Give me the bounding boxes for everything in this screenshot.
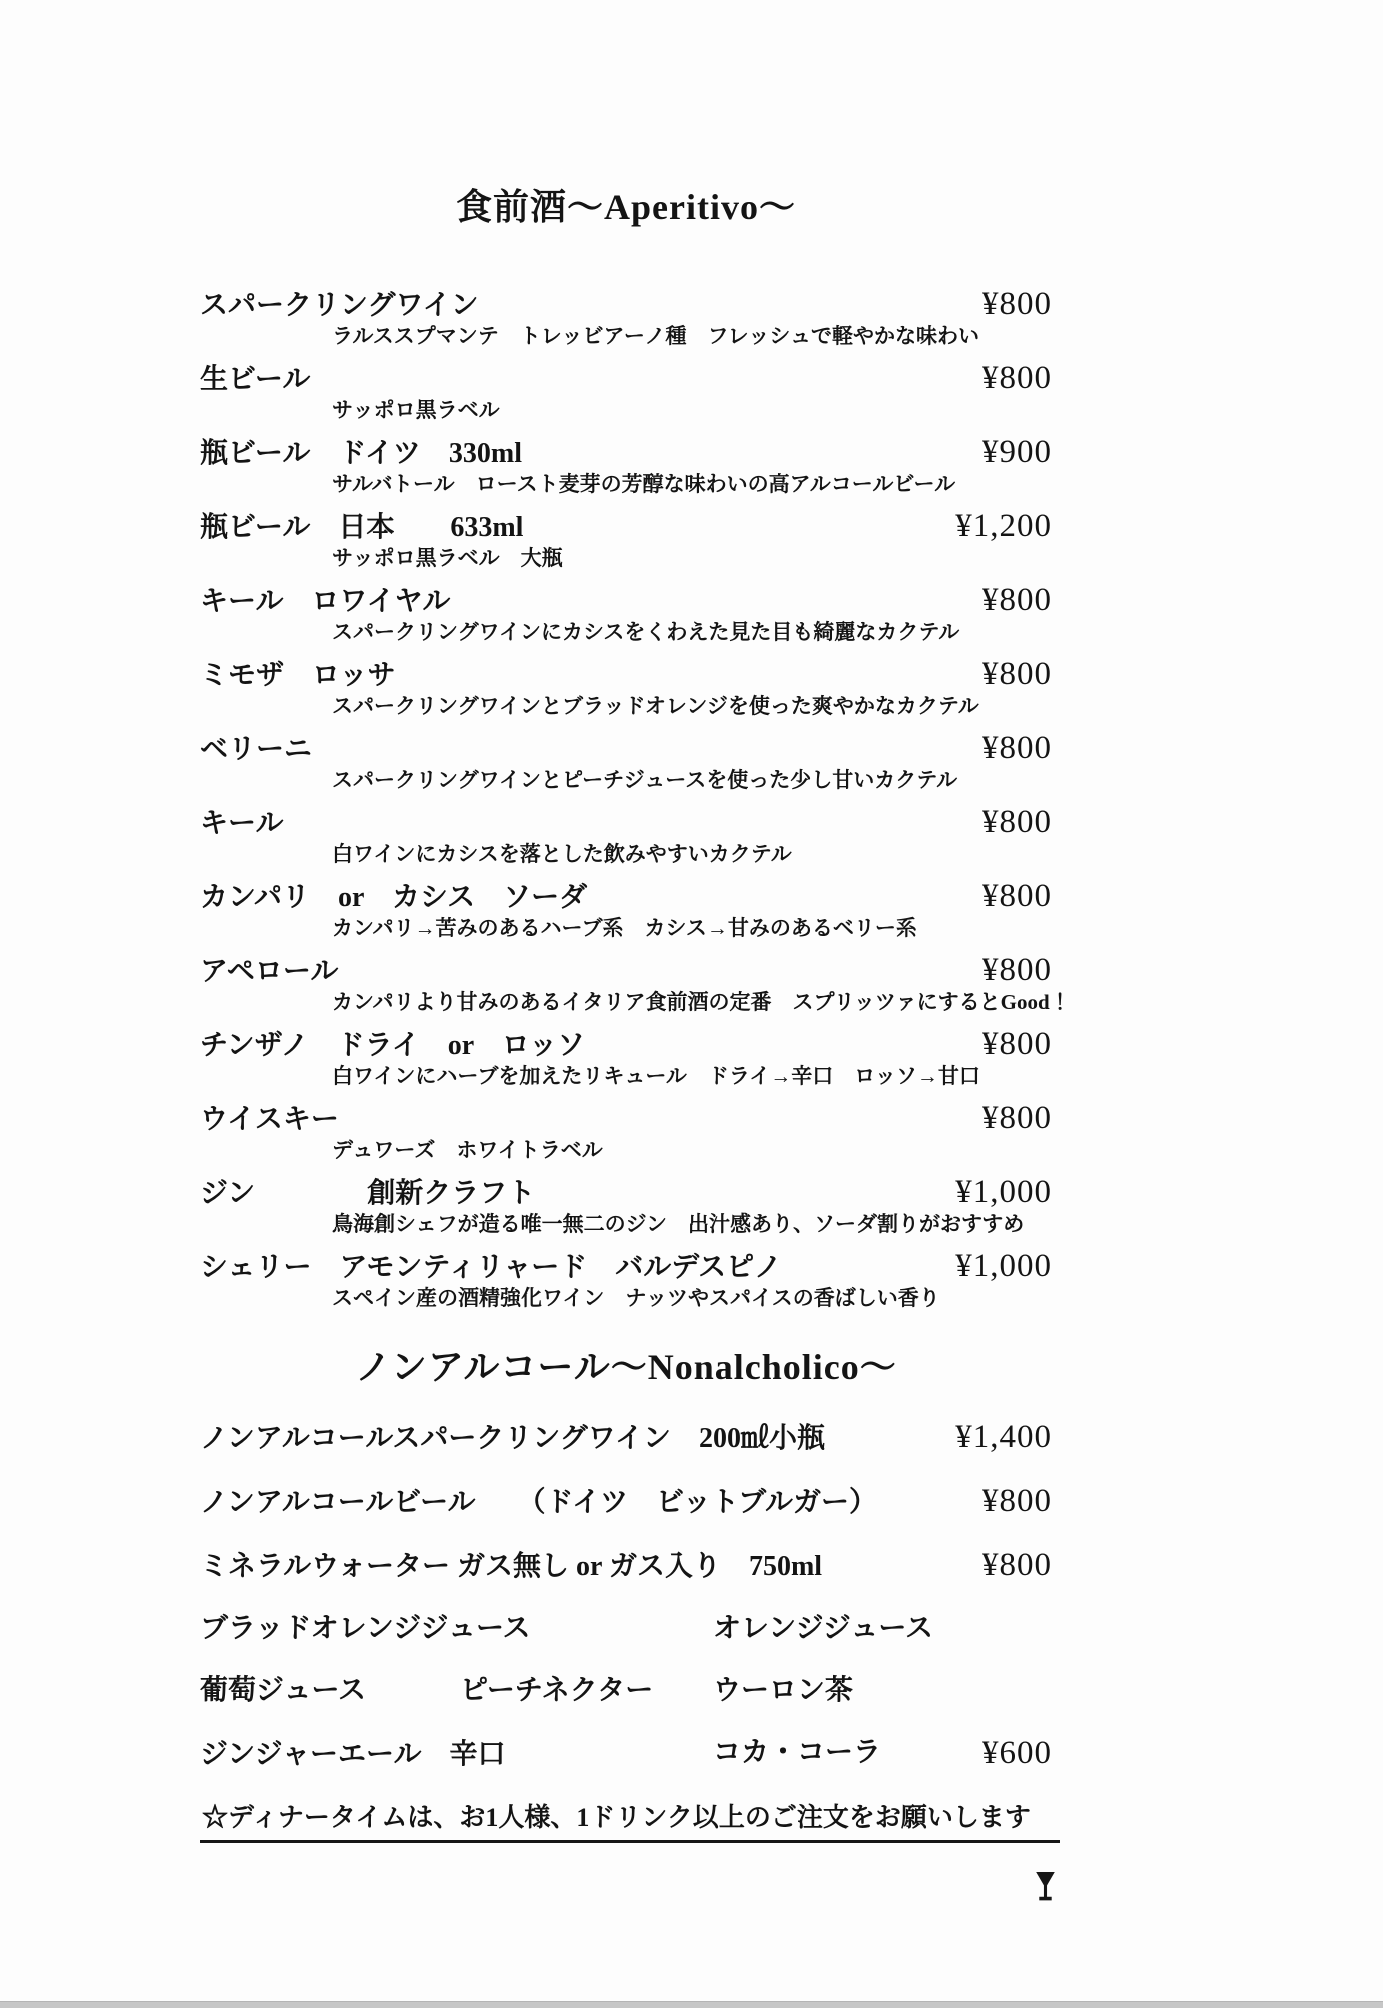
menu-item-row bbox=[200, 1673, 1052, 1709]
item-description: サルバトール ロースト麦芽の芳醇な味わいの高アルコールビール bbox=[332, 472, 956, 496]
menu-item bbox=[200, 287, 1052, 349]
item-name-right-column: オレンジジュース bbox=[713, 1613, 933, 1644]
menu-item-row bbox=[200, 879, 1052, 915]
item-price: ¥900 bbox=[982, 434, 1052, 470]
item-description: スパークリングワインとブラッドオレンジを使った爽やかなカクテル bbox=[332, 694, 979, 718]
menu-item-row bbox=[200, 1249, 1052, 1285]
wine-glass-icon bbox=[1035, 1804, 1056, 1835]
menu-item-row bbox=[200, 1735, 1052, 1773]
menu-item-row bbox=[200, 953, 1052, 989]
item-description: 白ワインにハーブを加えたリキュール ドライ→辛口 ロッソ→甘口 bbox=[332, 1064, 980, 1088]
nonalcoholic-item-list bbox=[200, 1419, 1052, 1773]
item-description: サッポロ黒ラベル 大瓶 bbox=[332, 546, 563, 570]
item-name: ノンアルコールスパークリングワイン 200㎖小瓶 bbox=[200, 1423, 825, 1454]
menu-item-row bbox=[200, 1611, 1052, 1647]
item-price: ¥800 bbox=[982, 804, 1052, 840]
aperitivo-item-list bbox=[200, 286, 1071, 1311]
item-name: キール bbox=[200, 808, 284, 839]
item-price: ¥800 bbox=[982, 286, 1052, 322]
menu-item bbox=[200, 657, 1052, 719]
item-description: 鳥海創シェフが造る唯一無二のジン 出汁感あり、ソーダ割りがおすすめ bbox=[332, 1212, 1025, 1236]
item-price: ¥800 bbox=[982, 730, 1052, 766]
menu-content bbox=[200, 185, 1071, 1843]
item-description: デュワーズ ホワイトラベル bbox=[332, 1138, 603, 1162]
item-price: ¥1,000 bbox=[955, 1248, 1052, 1284]
item-name: シェリー アモンティリャード バルデスピノ bbox=[200, 1252, 782, 1283]
item-name: アペロール bbox=[200, 956, 339, 987]
item-description: カンパリより甘みのあるイタリア食前酒の定番 スプリッツァにするとGood！ bbox=[332, 990, 1071, 1014]
item-name: ノンアルコールビール （ドイツ ビットブルガー） bbox=[200, 1487, 878, 1518]
menu-item-row bbox=[200, 1547, 1052, 1585]
item-name: ジンジャーエール 辛口 bbox=[200, 1739, 506, 1770]
menu-item-row bbox=[200, 1483, 1052, 1521]
item-name: ベリーニ bbox=[200, 734, 313, 765]
item-name: 瓶ビール ドイツ 330ml bbox=[200, 438, 523, 469]
menu-item bbox=[200, 1027, 1052, 1089]
menu-item-row bbox=[200, 805, 1052, 841]
item-description: カンパリ→苦みのあるハーブ系 カシス→甘みのあるベリー系 bbox=[332, 916, 917, 940]
item-name: ブラッドオレンジジュース bbox=[200, 1613, 531, 1644]
menu-item bbox=[200, 731, 1052, 793]
item-price: ¥800 bbox=[982, 582, 1052, 618]
menu-item-row bbox=[200, 1175, 1052, 1211]
item-price: ¥800 bbox=[982, 1483, 1052, 1519]
item-price: ¥600 bbox=[982, 1735, 1052, 1771]
menu-item bbox=[200, 1175, 1052, 1237]
menu-item-row bbox=[200, 1101, 1052, 1137]
page-bottom-edge bbox=[0, 2001, 1383, 2008]
menu-item-row bbox=[200, 509, 1052, 545]
item-price: ¥800 bbox=[982, 656, 1052, 692]
item-name: チンザノ ドライ or ロッソ bbox=[200, 1030, 586, 1061]
item-price: ¥800 bbox=[982, 1026, 1052, 1062]
item-price: ¥800 bbox=[982, 952, 1052, 988]
menu-item bbox=[200, 583, 1052, 645]
item-name: ジン 創新クラフト bbox=[200, 1178, 536, 1209]
menu-item bbox=[200, 952, 1071, 1015]
section-title-aperitivo: 食前酒～Aperitivo～ bbox=[456, 187, 796, 227]
item-description: ラルススプマンテ トレッビアーノ種 フレッシュで軽やかな味わい bbox=[332, 324, 980, 348]
item-name-right-column: コカ・コーラ bbox=[713, 1737, 882, 1768]
item-description: 白ワインにカシスを落とした飲みやすいカクテル bbox=[332, 842, 792, 866]
item-description: スパークリングワインとピーチジュースを使った少し甘いカクテル bbox=[332, 768, 958, 792]
menu-item bbox=[200, 435, 1052, 497]
item-description: サッポロ黒ラベル bbox=[332, 398, 500, 422]
menu-item-row bbox=[200, 287, 1052, 323]
footer-note-text: ☆ディナータイムは、お1人様、1ドリンク以上のご注文をお願いします bbox=[202, 1803, 1031, 1832]
menu-item bbox=[200, 879, 1052, 941]
item-name: 生ビール bbox=[200, 364, 311, 395]
item-name: ミネラルウォーター ガス無し or ガス入り 750ml bbox=[200, 1551, 823, 1582]
item-name: ミモザ ロッサ bbox=[200, 660, 396, 691]
item-description: スパークリングワインにカシスをくわえた見た目も綺麗なカクテル bbox=[332, 620, 960, 644]
item-name: 葡萄ジュース bbox=[200, 1675, 367, 1706]
item-name-right-column: ウーロン茶 bbox=[713, 1675, 854, 1706]
item-price: ¥800 bbox=[982, 360, 1052, 396]
item-name: キール ロワイヤル bbox=[200, 586, 451, 617]
menu-item bbox=[200, 805, 1052, 867]
item-name: スパークリングワイン bbox=[200, 290, 479, 321]
menu-item-row bbox=[200, 361, 1052, 397]
menu-item-row bbox=[200, 1419, 1052, 1457]
menu-item-row bbox=[200, 657, 1052, 693]
menu-item-row bbox=[200, 731, 1052, 767]
item-price: ¥1,200 bbox=[955, 508, 1052, 544]
menu-item-row bbox=[200, 583, 1052, 619]
item-price: ¥1,000 bbox=[955, 1174, 1052, 1210]
menu-item bbox=[200, 1101, 1052, 1163]
item-description: スペイン産の酒精強化ワイン ナッツやスパイスの香ばしい香り bbox=[332, 1286, 940, 1310]
item-name: カンパリ or カシス ソーダ bbox=[200, 882, 588, 913]
menu-item bbox=[200, 361, 1052, 423]
footer-note bbox=[200, 1801, 1060, 1843]
menu-item bbox=[200, 1249, 1052, 1311]
section-title-nonalcoholic: ノンアルコール～Nonalcholico～ bbox=[355, 1347, 897, 1387]
item-name-middle-column: ピーチネクター bbox=[460, 1675, 654, 1706]
menu-item-row bbox=[200, 1027, 1052, 1063]
menu-item-row bbox=[200, 435, 1052, 471]
item-price: ¥800 bbox=[982, 1100, 1052, 1136]
item-price: ¥800 bbox=[982, 1547, 1052, 1583]
item-name: ウイスキー bbox=[200, 1104, 339, 1135]
item-name: 瓶ビール 日本 633ml bbox=[200, 512, 524, 543]
item-price: ¥800 bbox=[982, 878, 1052, 914]
item-price: ¥1,400 bbox=[955, 1419, 1052, 1455]
menu-item bbox=[200, 509, 1052, 571]
